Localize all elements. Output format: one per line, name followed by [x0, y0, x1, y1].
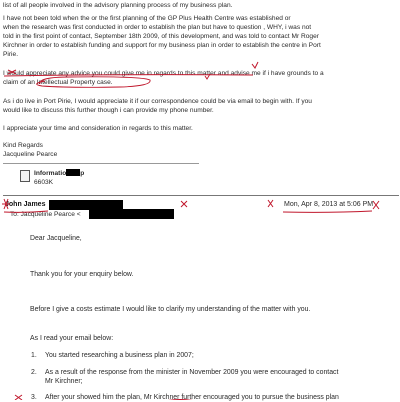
paragraph-line: Pirie. [3, 51, 19, 58]
redaction-bar [89, 209, 174, 219]
closing: Kind Regards [3, 142, 43, 149]
list-item-text-cont: Mr Kirchner; [45, 378, 83, 385]
body-line: Before I give a costs estimate I would like to clarify my understanding of the matter with you. [30, 306, 311, 313]
body-line: Thank you for your enquiry below. [30, 271, 134, 278]
paragraph-line: when the research was first conducted in order to establish the plan but have to question , WHY, i was not [3, 24, 312, 31]
greeting: Dear Jacqueline, [30, 235, 82, 242]
list-item-text: After your showed him the plan, Mr Kirchner further encouraged you to pursue the business plan [45, 394, 339, 401]
paragraph-line: I appreciate your time and consideration in regards to this matter. [3, 125, 193, 132]
paragraph-line: As i do live in Port Pirie, I would appreciate it if our correspondence could be via email to begin with. If you [3, 98, 312, 105]
list-item-text: You started researching a business plan in 2007; [45, 352, 194, 359]
paragraph-line: Kirchner in order to establish funding and support for my business plan in order to establish the centre in Port [3, 42, 321, 49]
paragraph-line: I have not been told when the or the first planning of the GP Plus Health Centre was established or [3, 15, 291, 22]
underline-stroke [283, 211, 372, 212]
tick-mark [252, 62, 258, 68]
divider [3, 195, 399, 196]
advice-request-line: I would appreciate any advice you could give me in regards to this matter and advise me if i have grounds to a [3, 70, 324, 77]
from-name[interactable]: John James [5, 201, 46, 208]
attachment-size: 6603K [34, 179, 54, 186]
ip-claim-line: claim of an Intellectual Property case. [3, 79, 113, 86]
asterisk-mark [15, 395, 22, 400]
paragraph-line: would like to discuss this further though i can provide my phone number. [3, 107, 214, 114]
list-item-number: 2. [31, 369, 37, 376]
letter-line-1: list of all people involved in the advisory planning process of my business plan. [3, 2, 233, 9]
body-line: As I read your email below: [30, 335, 114, 342]
asterisk-mark [181, 201, 187, 207]
list-item-number: 3. [31, 394, 37, 401]
date-label: Mon, Apr 8, 2013 at 5:06 PM [284, 201, 374, 208]
to-label: To: Jacqueline Pearce < [10, 211, 81, 218]
asterisk-mark [268, 200, 273, 207]
attachment-icon[interactable] [20, 170, 30, 182]
redaction-bar [66, 169, 80, 176]
list-item-number: 1. [31, 352, 37, 359]
signature-name: Jacqueline Pearce [3, 151, 58, 158]
paragraph-line: told in the first point of contact, September 18th 2009, of this development, and was told to contact Mr Roger [3, 33, 319, 40]
list-item-text: As a result of the response from the minister in November 2009 you were encouraged to contact [45, 369, 339, 376]
asterisk-mark [373, 201, 379, 209]
attachment-name[interactable]: Informatio p [34, 170, 85, 177]
divider [3, 163, 199, 164]
